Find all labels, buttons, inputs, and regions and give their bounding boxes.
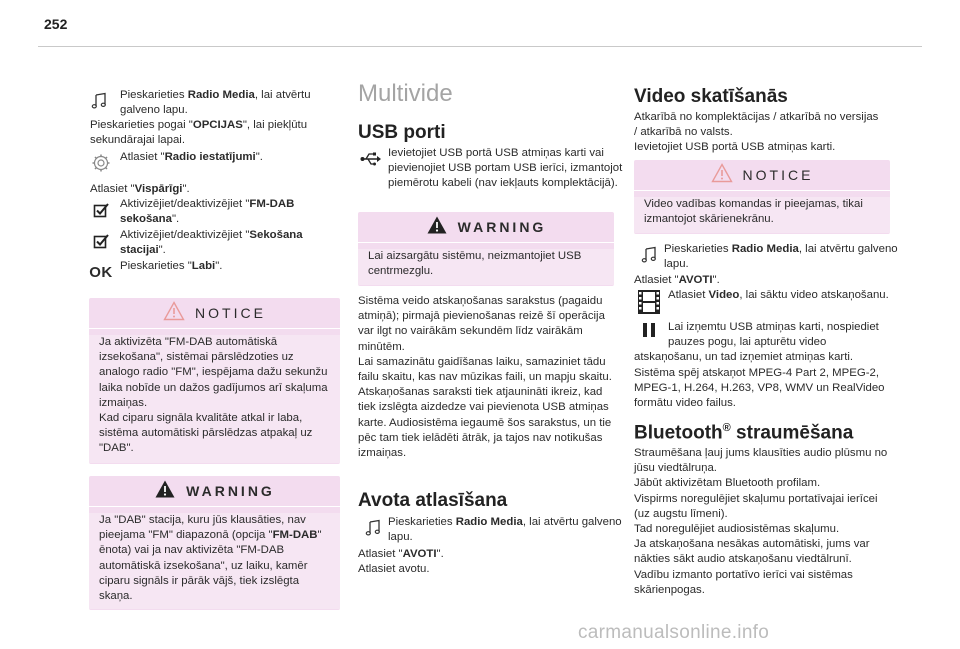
warning-triangle-icon <box>711 163 733 188</box>
radio-settings-step: Atlasiet "Radio iestatījumi". <box>90 150 370 165</box>
notice-title: NOTICE <box>742 167 814 183</box>
checkbox-icon <box>90 230 112 252</box>
page-number: 252 <box>44 16 68 32</box>
heading-source-selection: Avota atlasīšana <box>358 490 508 511</box>
video-intro <box>634 110 884 156</box>
music-note-icon <box>362 517 384 539</box>
bt-text-4: Tad noregulējiet audiosistēmas skaļumu. <box>634 523 840 536</box>
warning-body <box>358 249 614 285</box>
notice-text: Ja aktivizēta "FM-DAB automātiskā izsekošana", sistēmai pārslēdzoties uz analogo radio "FM", iespējama dažu sekunžu laika nobīde un dažos gadījumos arī skaļuma izmaiņas. <box>99 336 328 409</box>
warning-title: WARNING <box>186 483 275 499</box>
body-text-2: Lai samazinātu gaidīšanas laiku, samaziniet tādu failu skaitu, kas nav mūzikas faili, un mapju skaitu. <box>358 355 612 384</box>
options-paragraph: Pieskarieties pogai "OPCIJAS", lai piekļūtu sekundārajai lapai. <box>90 119 308 147</box>
notice-text: Video vadības komandas ir pieejamas, tikai izmantojot skārienekrānu. <box>644 198 863 226</box>
radio-media-step-3: Pieskarieties Radio Media, lai atvērtu galveno lapu. <box>634 242 904 272</box>
body-text-3: Atskaņošanas saraksti tiek atjaunināti ikreiz, kad tiek izslēgta aizdedze vai pievienota USB atmiņas karte. Audiosistēma iegaumē šos sarakstus, un tie pēc tam tiek ielādēti ātrāk, ja tajos nav notikušas izmaiņas. <box>358 386 612 460</box>
heading-bluetooth: Bluetooth® straumēšana <box>634 422 854 444</box>
warning-triangle-icon <box>426 215 448 240</box>
notice-text-2: Kad ciparu signāla kvalitāte atkal ir laba, sistēma automātiski pārslēdzas atpakaļ uz "DAB". <box>99 412 313 455</box>
warning-body <box>89 513 340 609</box>
bluetooth-paragraphs <box>634 446 890 598</box>
notice-header <box>634 160 890 190</box>
general-paragraph: Atlasiet "Vispārīgi". <box>90 183 190 195</box>
bt-text-1: Straumēšana ļauj jums klausīties audio plūsmu no jūsu viedtālruņa. <box>634 447 888 475</box>
warning-triangle-icon <box>163 301 185 326</box>
section-title-multimedia: Multivide <box>358 80 453 107</box>
warning-header <box>358 212 614 242</box>
usb-icon <box>360 148 382 170</box>
warning-header <box>89 476 340 506</box>
notice-box <box>89 298 340 464</box>
bt-text-2: Jābūt aktivizētam Bluetooth profilam. <box>634 477 821 490</box>
video-text: Atkarībā no komplektācijas / atkarībā no versijas / atkarībā no valsts. <box>634 111 879 139</box>
sources-paragraph: Atlasiet "AVOTI". Atlasiet avotu. <box>358 548 444 576</box>
notice-body <box>89 335 340 463</box>
body-text-1: Sistēma veido atskaņošanas sarakstus (pagaidu atmiņā); pirmajā pievienošanas reizē šī operācija var ilgt no vairākām sekundēm līdz vairākām minūtēm. <box>358 295 605 353</box>
station-follow-step: Aktivizējiet/deaktivizējiet "Sekošana stacijai". <box>90 228 345 258</box>
video-play-step: Atlasiet Video, lai sāktu video atskaņošanu. <box>634 288 918 303</box>
warning-box <box>89 476 340 610</box>
sources-paragraph-video: Atlasiet "AVOTI". <box>634 274 720 286</box>
remove-usb-step: Lai izņemtu USB atmiņas karti, nospiediet pauzes pogu, lai apturētu video atskaņošanu, un tad izņemiet atmiņas karti. <box>634 321 879 364</box>
warning-triangle-icon <box>154 479 176 504</box>
radio-media-step: Pieskarieties Radio Media, lai atvērtu galveno lapu. <box>90 88 330 118</box>
pause-icon <box>634 320 668 348</box>
column-1 <box>90 88 330 118</box>
usb-step: Ievietojiet USB portā USB atmiņas karti vai pievienojiet USB portam USB ierīci, izmantojot piemērotu kabeli (nav iekļauts komplektācijā). <box>358 146 643 192</box>
warning-text: Lai aizsargātu sistēmu, neizmantojiet USB centrmezglu. <box>368 250 582 278</box>
notice-body <box>634 197 890 233</box>
formats-paragraph: Sistēma spēj atskaņot MPEG-4 Part 2, MPEG-2, MPEG-1, H.264, H.263, VP8, WMV un RealVideo formātu video failus. <box>634 367 885 410</box>
notice-header <box>89 298 340 328</box>
ok-step: OK Pieskarieties "Labi". <box>90 259 370 274</box>
music-note-icon <box>88 90 110 112</box>
notice-box-video <box>634 160 890 234</box>
warning-text: Ja "DAB" stacija, kuru jūs klausāties, nav pieejama "FM" diapazonā (opcija "FM-DAB" ēnota) vai ja nav aktivizēta "FM-DAB automātiskā izsekošana", uz laiku, kamēr ciparu signāls ir pārāk vājš, tiek izslēgta skaņa. <box>99 514 322 603</box>
film-strip-icon <box>636 291 662 313</box>
ok-icon: OK <box>89 264 113 282</box>
music-note-icon <box>638 244 660 266</box>
radio-media-step-2: Pieskarieties Radio Media, lai atvērtu galveno lapu. <box>358 515 628 545</box>
warning-box-usb <box>358 212 614 286</box>
watermark: carmanualsonline.info <box>578 622 770 643</box>
playlist-paragraphs <box>358 294 616 461</box>
checkbox-icon <box>90 199 112 221</box>
fm-dab-step: Aktivizējiet/deaktivizējiet "FM-DAB sekošana". <box>90 197 345 227</box>
notice-title: NOTICE <box>195 305 266 321</box>
heading-video: Video skatīšanās <box>634 86 788 107</box>
heading-usb-ports: USB porti <box>358 122 446 143</box>
bt-text-6: Vadību izmanto portatīvo ierīci vai sistēmas skārienpogas. <box>634 568 853 596</box>
settings-gear-icon <box>90 152 112 174</box>
video-text-2: Ievietojiet USB portā USB atmiņas karti. <box>634 141 836 154</box>
header-divider <box>38 46 922 47</box>
bt-text-3: Vispirms noregulējiet skaļumu portatīvajai ierīcei (uz augstu līmeni). <box>634 492 878 520</box>
bt-text-5: Ja atskaņošana nesākas automātiski, jums var nākties sākt audio atskaņošanu viedtālrunī. <box>634 538 870 566</box>
warning-title: WARNING <box>457 219 547 235</box>
